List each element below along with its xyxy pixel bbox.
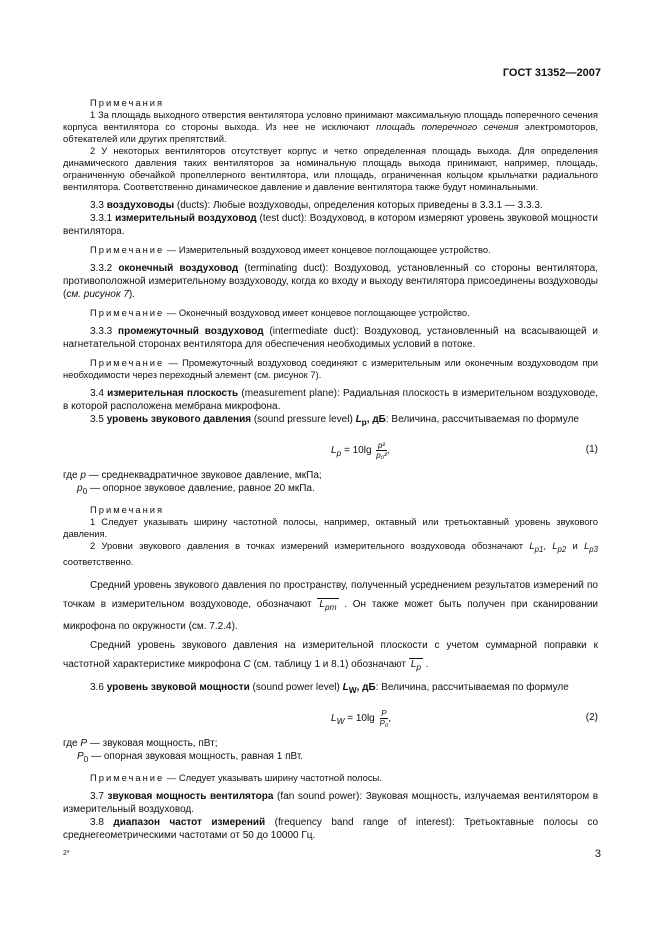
note-item: 2 Уровни звукового давления в точках измерений измерительного воздуховода обозначают $L_{p1}$, $L_{p2}$ и $L_{p3}$ соответственно. xyxy=(63,540,598,567)
section-3-6: 3.6 уровень звуковой мощности (sound power level) $L_W$, дБ: Величина, рассчитываемая по формуле xyxy=(90,681,569,695)
section-3-5: 3.5 уровень звукового давления (sound pressure level) $L_p$, дБ: Величина, рассчитываемая по формуле xyxy=(90,414,579,427)
notes-heading: Примечания xyxy=(90,97,165,108)
formula-number: (2) xyxy=(585,711,598,723)
note-3-3-2: Примечание — Оконечный воздуховод имеет концевое поглощающее устройство. xyxy=(90,307,470,318)
where-P0: $P_0$ — опорная звуковая мощность, равная 1 пВт. xyxy=(77,750,304,764)
where-P: где P — звуковая мощность, пВт; xyxy=(63,737,218,749)
page-content xyxy=(63,97,598,842)
paragraph-average-level: Средний уровень звукового давления по пространству, полученный усреднением результатов измерений по точкам в измерительном воздуховоде, обозначают $L_{pm}$ . Он также может быть получен при сканировании микрофона по окружности (см. 7.2.4). xyxy=(63,579,599,632)
section-3-3-3: 3.3.3 промежуточный воздуховод (intermediate duct): Воздуховод, установленный на всасывающей и нагнетательной сторонах вентилятора для обеспечения необходимых условий в потоке. xyxy=(63,326,598,350)
formula-2: $L_W = 10\lg$ $\frac{P}{\text{P₀}}$ , (2) xyxy=(331,708,598,728)
where-p: где p — среднеквадратичное звуковое давление, мкПа; xyxy=(63,470,322,481)
section-3-7: 3.7 звуковая мощность вентилятора (fan sound power): Звуковая мощность, излучаемая вентилятором в измерительный воздуховод. xyxy=(63,790,599,815)
note-item: 1 Следует указывать ширину частотной полосы, например, октавный или третьоктавный уровень звукового давления. xyxy=(63,516,598,539)
section-3-8: 3.8 диапазон частот измерений (frequency band range of interest): Третьоктавные полосы со среднегеометрическими частотами от 50 до 10000 Гц. xyxy=(63,816,599,841)
document-header: ГОСТ 31352—2007 xyxy=(502,67,601,79)
note-3-3-3: Примечание — Промежуточный воздуховод соединяют с измерительным или оконечным воздуховодом при необходимости через переходный элемент (см. рисунок 7). xyxy=(63,357,598,380)
section-3-4: 3.4 измерительная плоскость (measurement plane): Радиальная плоскость в измерительном воздуховоде, в которой расположена мембрана микрофона. xyxy=(63,388,599,412)
note-item: 1 За площадь выходного отверстия вентилятора условно принимают максимальную площадь поперечного сечения корпуса вентилятора со стороны выхода. Из нее не исключают площадь поперечного сечения электромоторов, обтекателей или других препятствий. xyxy=(63,109,598,144)
section-3-3: 3.3 воздуховоды (ducts): Любые воздуховоды, определения которых приведены в 3.3.1 — 3.3.3. xyxy=(90,200,543,211)
signature-mark: 2* xyxy=(63,850,70,857)
section-3-3-1: 3.3.1 измерительный воздуховод (test duct): Воздуховод, в котором измеряют уровень звуковой мощности вентилятора. xyxy=(63,213,598,237)
formula-1: $L_p = 10\lg$ $\frac{\text{p²}}{\text{p₀²}}$ , (1) xyxy=(331,441,598,460)
note-3-3-1: Примечание — Измерительный воздуховод имеет концевое поглощающее устройство. xyxy=(90,244,491,255)
notes-heading: Примечания xyxy=(90,504,165,515)
paragraph-average-corrected: Средний уровень звукового давления на измерительной плоскости с учетом суммарной поправки к частотной характеристике микрофона C (см. таблицу 1 и 8.1) обозначают $L_p$ . xyxy=(63,639,598,672)
page-number: 3 xyxy=(594,848,601,860)
where-p0: $p_0$ — опорное звуковое давление, равное 20 мкПа. xyxy=(77,483,315,496)
note-3-6: Примечание — Следует указывать ширину частотной полосы. xyxy=(90,771,382,783)
note-item: 2 У некоторых вентиляторов отсутствует корпус и четко определенная площадь выхода. Для определения динамического давления таких вентиляторов за номинальную площадь выхода принимают, например, площадь, ограниченную обечайкой пропеллерного вентилятора, или площадь, ограниченная кольцом крыльчатки радиального вентилятора. Соответственно динамическое давление и давление вентилятора также будут номинальными. xyxy=(63,145,598,192)
section-3-3-2: 3.3.2 оконечный воздуховод (terminating duct): Воздуховод, установленный со стороны вентилятора, противоположной измерительному воздуховоду, когда ко входу и выходу вентилятора присоединены воздуховоды (см. рисунок 7). xyxy=(63,263,598,300)
formula-number: (1) xyxy=(585,444,598,455)
